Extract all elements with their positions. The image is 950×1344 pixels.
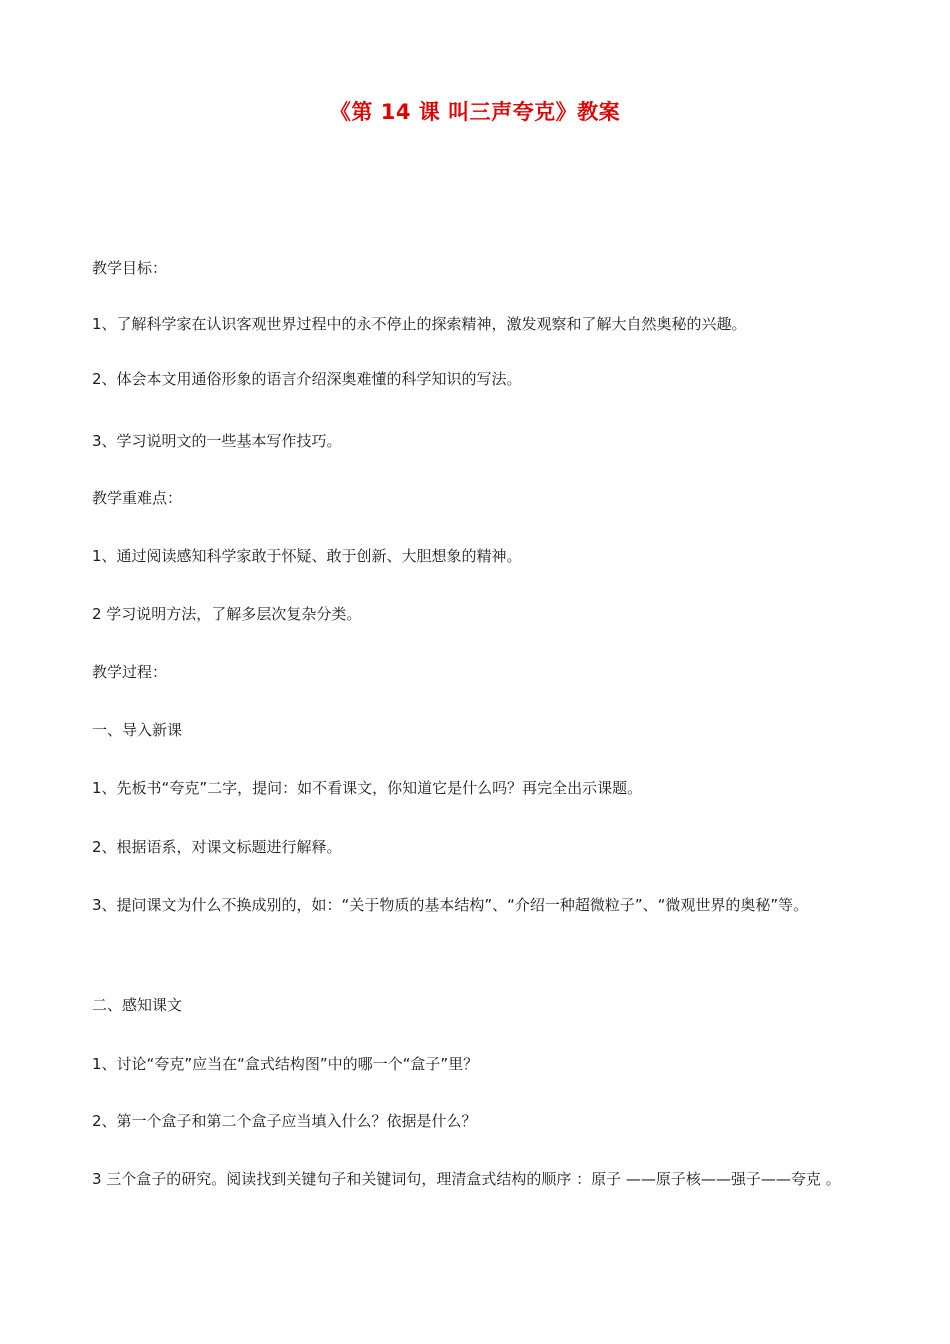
objective-item-3: 3、学习说明文的一些基本写作技巧。 [92, 432, 342, 450]
section-heading-process: 教学过程： [92, 663, 168, 681]
intro-item-2: 2、根据语系，对课文标题进行解释。 [92, 838, 342, 856]
section-heading-key-points: 教学重难点： [92, 489, 183, 507]
section-heading-objectives: 教学目标： [92, 259, 168, 277]
intro-item-1: 1、先板书“夸克”二字，提问：如不看课文，你知道它是什么吗？再完全出示课题。 [92, 779, 643, 797]
key-point-item-2: 2 学习说明方法，了解多层次复杂分类。 [92, 605, 362, 623]
intro-item-3: 3、提问课文为什么不换成别的，如：“关于物质的基本结构”、“介绍一种超微粒子”、“微观世界的奥秘”等。 [92, 896, 809, 914]
perception-item-1: 1、讨论“夸克”应当在“盒式结构图”中的哪一个“盒子”里？ [92, 1055, 479, 1073]
section-heading-intro: 一、导入新课 [92, 721, 183, 739]
objective-item-2: 2、体会本文用通俗形象的语言介绍深奥难懂的科学知识的写法。 [92, 370, 522, 388]
perception-item-3: 3 三个盒子的研究。阅读找到关键句子和关键词句，理清盒式结构的顺序 ：原子 ——原子核——强子——夸克 。 [92, 1170, 841, 1188]
key-point-item-1: 1、通过阅读感知科学家敢于怀疑、敢于创新、大胆想象的精神。 [92, 547, 522, 565]
perception-item-2: 2、第一个盒子和第二个盒子应当填入什么？依据是什么？ [92, 1112, 477, 1130]
objective-item-1: 1、了解科学家在认识客观世界过程中的永不停止的探索精神，激发观察和了解大自然奥秘的兴趣。 [92, 315, 747, 333]
section-heading-perception: 二、感知课文 [92, 996, 183, 1014]
document-title: 《第 14 课 叫三声夸克》教案 [329, 100, 621, 124]
